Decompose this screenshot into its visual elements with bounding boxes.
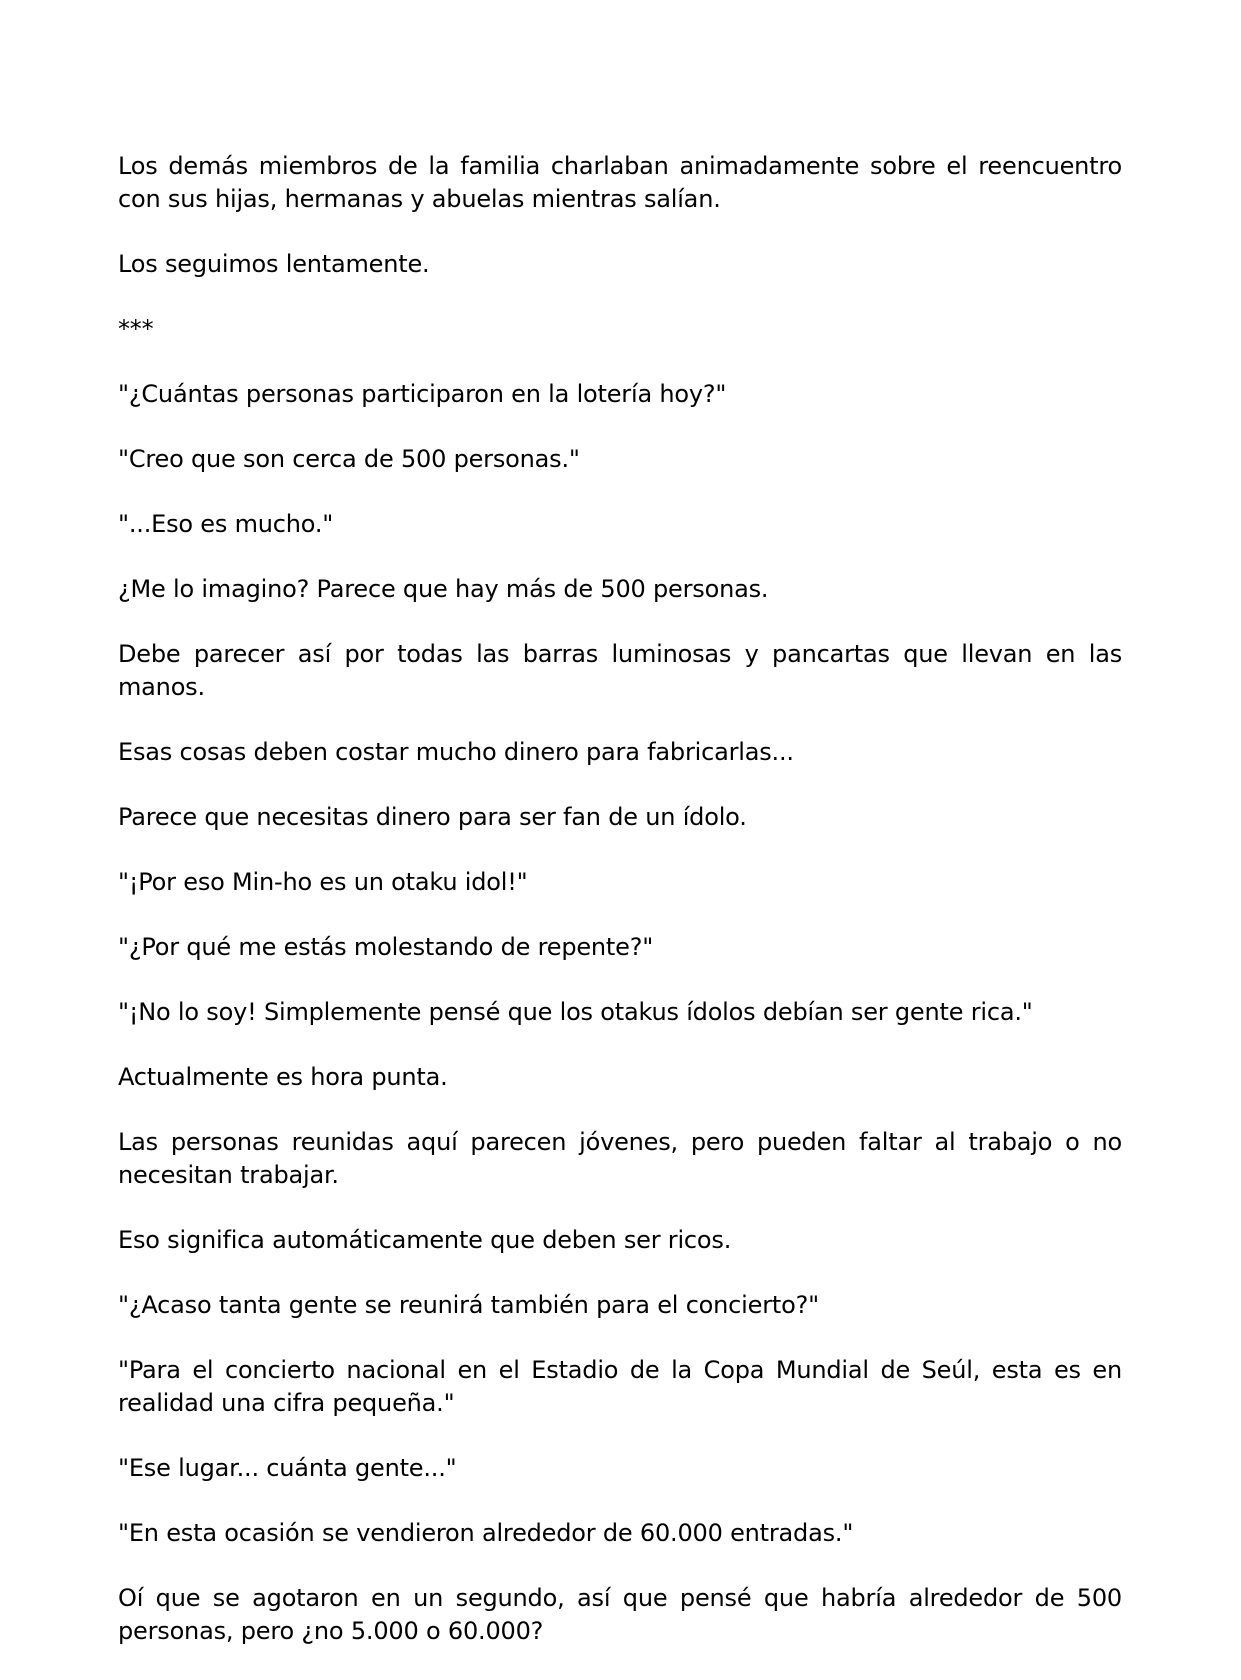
paragraph: Los seguimos lentamente. xyxy=(118,250,430,278)
paragraph: Los demás miembros de la familia charlaban animadamente sobre el reencuentro con sus hijas, hermanas y abuelas mientras salían. xyxy=(118,152,1122,213)
paragraph: ¿Me lo imagino? Parece que hay más de 500 personas. xyxy=(118,575,769,603)
scene-break: *** xyxy=(118,315,154,343)
paragraph: Actualmente es hora punta. xyxy=(118,1063,448,1091)
dialogue-line: "Para el concierto nacional en el Estadio de la Copa Mundial de Seúl, esta es en realidad una cifra pequeña." xyxy=(118,1356,1122,1417)
dialogue-line: "En esta ocasión se vendieron alrededor de 60.000 entradas." xyxy=(118,1519,854,1547)
body-text xyxy=(118,150,1122,1680)
paragraph: Oí que se agotaron en un segundo, así que pensé que habría alrededor de 500 personas, pero ¿no 5.000 o 60.000? xyxy=(118,1584,1122,1645)
paragraph: Las personas reunidas aquí parecen jóvenes, pero pueden faltar al trabajo o no necesitan trabajar. xyxy=(118,1128,1122,1189)
dialogue-line: "Creo que son cerca de 500 personas." xyxy=(118,445,580,473)
paragraph: Parece que necesitas dinero para ser fan de un ídolo. xyxy=(118,803,747,831)
dialogue-line: "¿Por qué me estás molestando de repente?" xyxy=(118,933,654,961)
paragraph: Eso significa automáticamente que deben ser ricos. xyxy=(118,1226,732,1254)
paragraph: Esas cosas deben costar mucho dinero para fabricarlas... xyxy=(118,738,794,766)
dialogue-line: "Ese lugar... cuánta gente..." xyxy=(118,1454,457,1482)
dialogue-line: "¡Por eso Min-ho es un otaku idol!" xyxy=(118,868,528,896)
dialogue-line: "¿Acaso tanta gente se reunirá también para el concierto?" xyxy=(118,1291,819,1319)
dialogue-line: "...Eso es mucho." xyxy=(118,510,334,538)
dialogue-line: "¡No lo soy! Simplemente pensé que los otakus ídolos debían ser gente rica." xyxy=(118,998,1033,1026)
dialogue-line: "¿Cuántas personas participaron en la lotería hoy?" xyxy=(118,380,727,408)
paragraph: Debe parecer así por todas las barras luminosas y pancartas que llevan en las manos. xyxy=(118,640,1122,701)
